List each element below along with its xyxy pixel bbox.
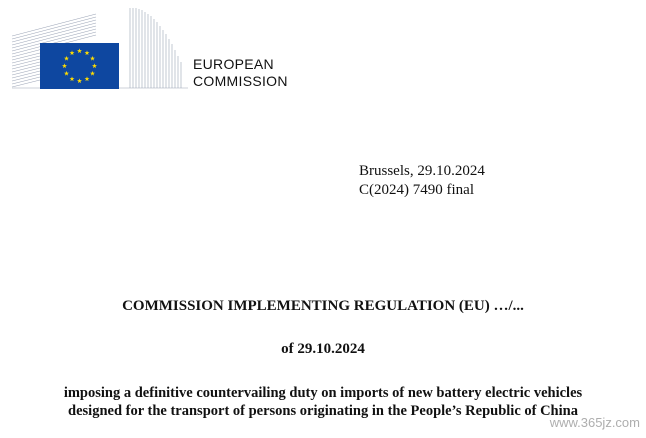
org-line-1: EUROPEAN xyxy=(193,56,274,72)
flag-star xyxy=(92,63,97,68)
flag-star xyxy=(70,76,75,81)
org-line-2: COMMISSION xyxy=(193,73,288,89)
flag-star xyxy=(64,71,69,76)
flag-star xyxy=(64,56,69,61)
flag-star xyxy=(77,78,82,83)
flag-star xyxy=(90,71,95,76)
regulation-title: COMMISSION IMPLEMENTING REGULATION (EU) …/... xyxy=(122,298,524,314)
place-date: Brussels, 29.10.2024 xyxy=(359,163,485,179)
flag-star xyxy=(85,50,90,55)
flag-star xyxy=(85,76,90,81)
regulation-date: of 29.10.2024 xyxy=(281,341,365,357)
flag-star xyxy=(77,48,82,53)
subject-line-2: designed for the transport of persons originating in the People’s Republic of China xyxy=(68,403,578,419)
flag-star xyxy=(70,50,75,55)
eu-flag-stars xyxy=(40,43,119,89)
document-meta xyxy=(359,162,485,200)
eu-flag xyxy=(40,43,119,89)
document-reference: C(2024) 7490 final xyxy=(359,182,474,198)
flag-star xyxy=(90,56,95,61)
organisation-name xyxy=(193,56,288,90)
subject-line-1: imposing a definitive countervailing duty on imports of new battery electric vehicles xyxy=(63,385,583,401)
watermark: www.365jz.com xyxy=(549,415,640,430)
flag-star xyxy=(62,63,67,68)
